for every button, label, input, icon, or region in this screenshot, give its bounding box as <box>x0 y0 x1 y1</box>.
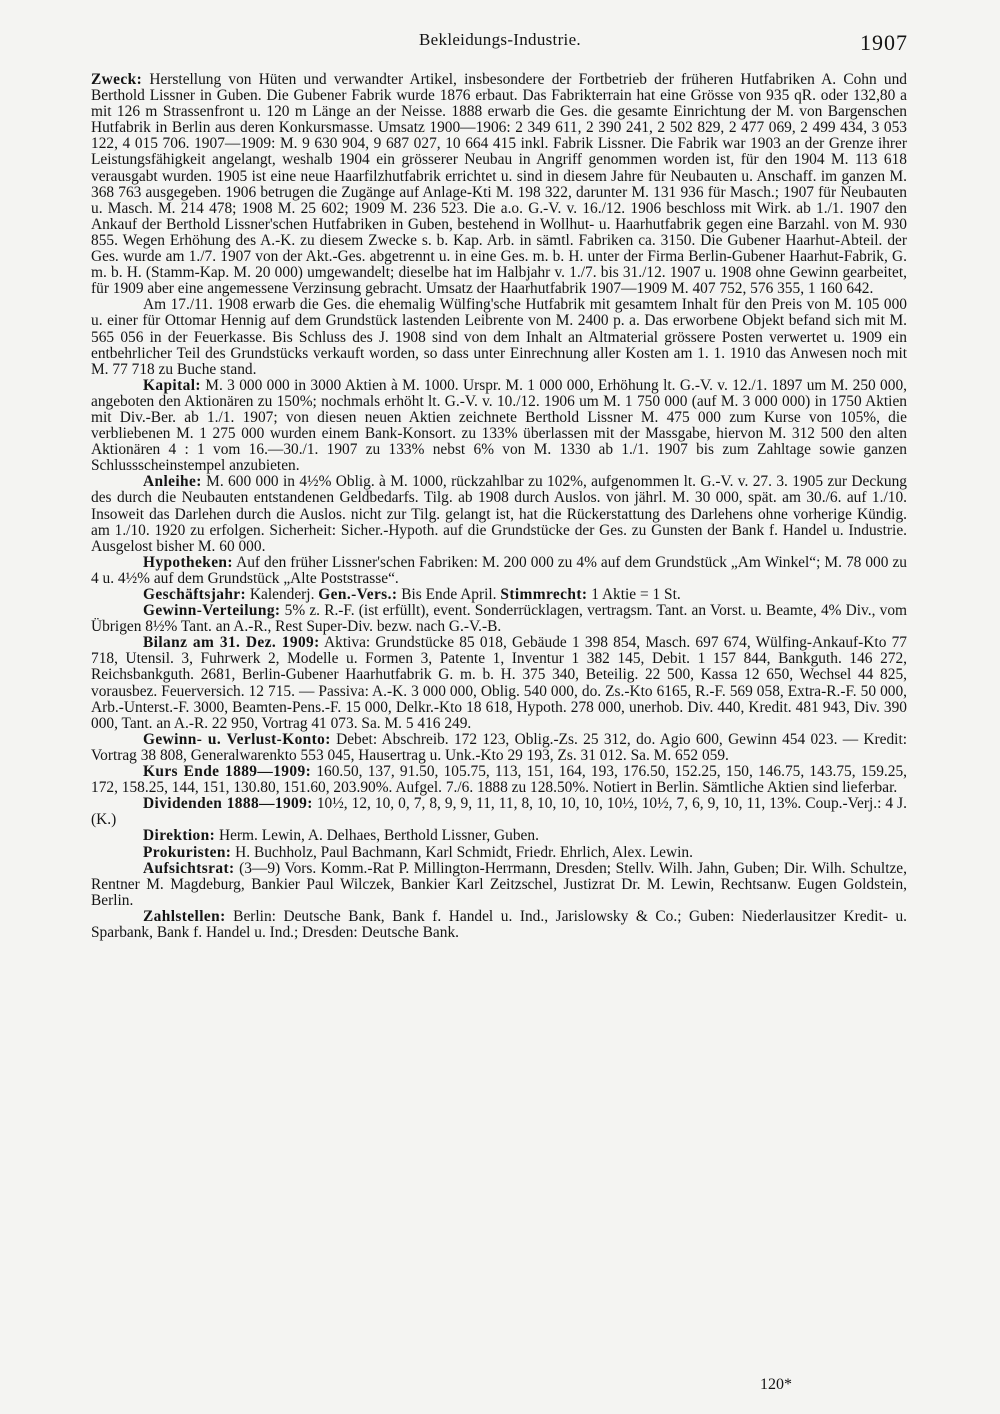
section-label: Zahlstellen: <box>143 907 226 925</box>
section-zweck <box>91 72 907 297</box>
section-gewinn-verteilung <box>91 603 907 635</box>
section-label: Anleihe: <box>143 473 202 491</box>
article-body <box>91 72 907 941</box>
section-text-stimmrecht: 1 Aktie = 1 St. <box>587 586 681 603</box>
section-label: Hypotheken: <box>143 553 233 571</box>
section-anleihe <box>91 474 907 554</box>
section-text: Aktiva: Grundstücke 85 018, Gebäude 1 398 854, Masch. 697 674, Wülfing-Ankauf-Kto 77 718, Utensil. 3, Fuhrwerk 2, Modelle u. Formen 3, Patente 1, Inventur 1 382 145, Debit. 1 157 844, Bankguth. 146 272, Reichsbankguth. 2681, Berlin-Gubener Haarhutfabrik G. m. b. H. 375 340, Beteilig. 22 500, Kassa 12 650, Wechsel 44 825, vorausbez. Feuerversich. 12 715. — Passiva: A.-K. 3 000 000, Oblig. 540 000, do. Zs.-Kto 6165, R.-F. 569 058, Extra-R.-F. 50 000, Arb.-Unterst.-F. 3000, Beamten-Pens.-F. 15 000, Delkr.-Kto 18 618, Hypoth. 278 000, unerhob. Div. 440, Kredit. 481 943, Div. 390 000, Tant. an A.-R. 22 950, Vortrag 41 073. Sa. M. 5 416 249. <box>91 634 907 732</box>
section-text: 160.50, 137, 91.50, 105.75, 113, 151, 164, 193, 176.50, 152.25, 150, 146.75, 143.75, 159.25, 172, 158.25, 144, 151, 130.80, 151.60, 203.90%. Aufgel. 7./6. 1888 zu 128.50%. Notiert in Berlin. Sämtliche Aktien sind lieferbar. <box>91 763 908 797</box>
section-wuelfing-acquisition <box>91 297 907 377</box>
section-aufsichtsrat <box>91 861 907 909</box>
section-text: Herstellung von Hüten und verwandter Artikel, insbesondere der Fortbetrieb der früheren Hutfabriken A. Cohn und Berthold Lissner in Guben. Die Gubener Fabrik wurde 1876 erbaut. Das Fabrikterrain hat eine Grösse von 935 qR. oder 132,80 a mit 126 m Strassenfront u. 120 m Länge an der Neisse. 1888 erwarb die Ges. die gesamte Einrichtung der M. von Bargenschen Hutfabrik in Berlin aus deren Konkursmasse. Umsatz 1900—1906: 2 349 611, 2 390 241, 2 502 829, 2 477 069, 2 499 434, 3 053 122, 4 015 706. 1907—1909: M. 9 630 904, 9 687 027, 10 664 415 inkl. Fabrik Lissner. Die Fabrik war 1903 an der Grenze ihrer Leistungsfähigkeit angelangt, weshalb 1904 ein grösserer Neubau in Angriff genommen worden ist, für den 1904 M. 113 618 verausgabt wurden. 1905 ist eine neue Haarfilzhutfabrik errichtet u. sind in diesem Jahre für Neubauten u. Anschaff. im ganzen M. 368 763 ausgegeben. 1906 betrugen die Zugänge auf Anlage-Kti M. 198 322, darunter M. 131 936 für Masch.; 1907 für Neubauten u. Masch. M. 214 478; 1908 M. 25 602; 1909 M. 236 523. Die a.o. G.-V. v. 16./12. 1906 beschloss mit Wirk. ab 1./1. 1907 den Ankauf der Berthold Lissner'schen Hutfabriken in Guben, bestehend in Wollhut- u. Haarhutfabrik gegen eine Barzahl. von M. 930 855. Wegen Erhöhung des A.-K. zu diesem Zwecke s. b. Kap. Arb. in sämtl. Fabriken ca. 3150. Die Gubener Haarhut-Abteil. der Ges. wurde am 1./7. 1907 von der Akt.-Ges. abgetrennt u. in eine Ges. m. b. H. unter der Firma Berlin-Gubener Haarhut-Fabrik, G. m. b. H. (Stamm-Kap. M. 20 000) umgewandelt; dieselbe hat im Halbjahr v. 1./7. bis 31./12. 1907 u. 1908 ohne Gewinn gearbeitet, für 1909 aber eine angemessene Verzinsung gebracht. Umsatz der Haarhutfabrik 1907—1909 M. 407 752, 576 355, 1 160 642. <box>91 71 907 298</box>
section-label: Direktion: <box>143 827 216 845</box>
running-header-title: Bekleidungs-Industrie. <box>419 30 581 49</box>
section-text: Berlin: Deutsche Bank, Bank f. Handel u. Ind., Jarislowsky & Co.; Guben: Niederlausitzer Kredit- u. Sparbank, Bank f. Handel u. Ind.; Dresden: Deutsche Bank. <box>91 907 907 941</box>
section-label: Dividenden 1888—1909: <box>143 795 313 813</box>
section-text: Kalenderj. <box>246 586 319 603</box>
section-text: M. 3 000 000 in 3000 Aktien à M. 1000. Urspr. M. 1 000 000, Erhöhung lt. G.-V. v. 12./1. 1897 um M. 250 000, angeboten den Aktionären zu 150%; nochmals erhöht lt. G.-V. v. 10./12. 1906 um M. 1 750 000 (auf M. 3 000 000) in 1750 Aktien mit Div.-Ber. ab 1./1. 1907; von diesen neuen Aktien zeichnete Berthold Lissner M. 475 000 zum Kurse von 105%, die verbliebenen M. 1 275 000 wurden einem Bank-Konsort. zu 133% überlassen mit der Massgabe, hiervon M. 312 500 den alten Aktionären 4 : 1 vom 16.—30./1. 1907 zu 133% nebst 6% von M. 1330 ab 1./1. 1907 bis zum Zahltage sowie ganzen Schlussscheinstempel anzubieten. <box>91 376 907 475</box>
section-dividenden <box>91 796 907 828</box>
section-gewinn-verlust <box>91 732 907 764</box>
section-text: Herm. Lewin, A. Delhaes, Berthold Lissner, Guben. <box>215 827 539 845</box>
section-label: Zweck: <box>91 71 143 88</box>
section-text: Auf den früher Lissner'schen Fabriken: M. 200 000 zu 4% auf dem Grundstück „Am Winkel“; M. 78 000 zu 4 u. 4½% auf dem Grundstück „Alte Poststrasse“. <box>91 553 907 587</box>
section-zahlstellen <box>91 909 907 941</box>
section-text: 5% z. R.-F. (ist erfüllt), event. Sonderrücklagen, vertragsm. Tant. an Vorst. u. Beamte, 4% Div., vom Übrigen 8½% Tant. an A.-R., Rest Super-Div. bezw. nach G.-V.-B. <box>91 602 907 636</box>
section-label: Geschäftsjahr: <box>143 586 247 603</box>
section-hypotheken <box>91 555 907 587</box>
section-label: Aufsichtsrat: <box>143 859 235 877</box>
section-label: Gewinn- u. Verlust-Konto: <box>143 730 331 748</box>
section-bilanz <box>91 635 907 732</box>
section-text: Debet: Abschreib. 172 123, Oblig.-Zs. 25 312, do. Agio 600, Gewinn 454 023. — Kredit: Vortrag 38 808, Generalwarenkto 553 045, Hausertrag u. Unk.-Kto 29 193, Zs. 31 012. Sa. M. 652 059. <box>91 730 908 764</box>
section-text: H. Buchholz, Paul Bachmann, Karl Schmidt, Friedr. Ehrlich, Alex. Lewin. <box>231 843 693 861</box>
section-text: 10½, 12, 10, 0, 7, 8, 9, 9, 11, 11, 8, 10, 10, 10, 10½, 10½, 7, 6, 9, 10, 11, 13%. Coup.-Verj.: 4 J. (K.) <box>91 795 907 829</box>
section-label: Kurs Ende 1889—1909: <box>143 763 312 781</box>
section-text: M. 600 000 in 4½% Oblig. à M. 1000, rückzahlbar zu 102%, aufgenommen lt. G.-V. v. 27. 3. 1905 zur Deckung des durch die Neubauten entstandenen Geldbedarfs. Tilg. ab 1908 durch Auslos. von jährl. M. 30 000, spät. am 30./6. auf 1./10. Insoweit das Darlehen durch die Auslos. nicht zur Tilg. gelangt ist, hat die Rückerstattung des Darlehens ohne vorherige Kündig. am 1./10. 1920 zu erfolgen. Sicherheit: Sicher.-Hypoth. auf die Grundstücke der Ges. zu Gunsten der Bank f. Handel u. Industrie. Ausgelost bisher M. 60 000. <box>91 473 907 555</box>
page-number: 1907 <box>860 30 908 55</box>
section-label: Bilanz am 31. Dez. 1909: <box>143 634 320 652</box>
section-text-gen-vers: Bis Ende April. <box>397 586 501 603</box>
section-kapital <box>91 378 907 475</box>
section-label-gen-vers: Gen.-Vers.: <box>318 586 398 603</box>
section-label-stimmrecht: Stimmrecht: <box>500 586 588 603</box>
section-label: Gewinn-Verteilung: <box>143 602 281 620</box>
section-direktion <box>91 828 907 844</box>
section-prokuristen <box>91 845 907 861</box>
section-text: (3—9) Vors. Komm.-Rat P. Millington-Herrmann, Dresden; Stellv. Wilh. Jahn, Guben; Dir. Wilh. Schultze, Rentner M. Magdeburg, Bankier Paul Wilczek, Bankier Karl Zeitzschel, Justizrat Dr. M. Lewin, Rechtsanw. Eugen Goldstein, Berlin. <box>91 859 907 909</box>
section-label: Prokuristen: <box>143 843 232 861</box>
sheet-signature: 120* <box>760 1376 792 1393</box>
section-label: Kapital: <box>143 376 201 394</box>
section-text: Am 17./11. 1908 erwarb die Ges. die ehemalig Wülfing'sche Hutfabrik mit gesamtem Inhalt für den Preis von M. 105 000 u. einer für Ottomar Hennig auf dem Grundstück lastenden Leibrente von M. 2400 p. a. Das erworbene Objekt befand sich mit M. 565 056 in der Feuerkasse. Bis Schluss des J. 1908 sind von dem Inhalt an Altmaterial grössere Posten verwertet u. 1909 ein entbehrlicher Teil des Grundstücks verkauft worden, so dass unter Einrechnung aller Kosten am 1. 1. 1910 das Anwesen noch mit M. 77 718 zu Buche stand. <box>91 296 907 378</box>
section-geschaeftsjahr <box>91 587 907 603</box>
section-kurs <box>91 764 907 796</box>
